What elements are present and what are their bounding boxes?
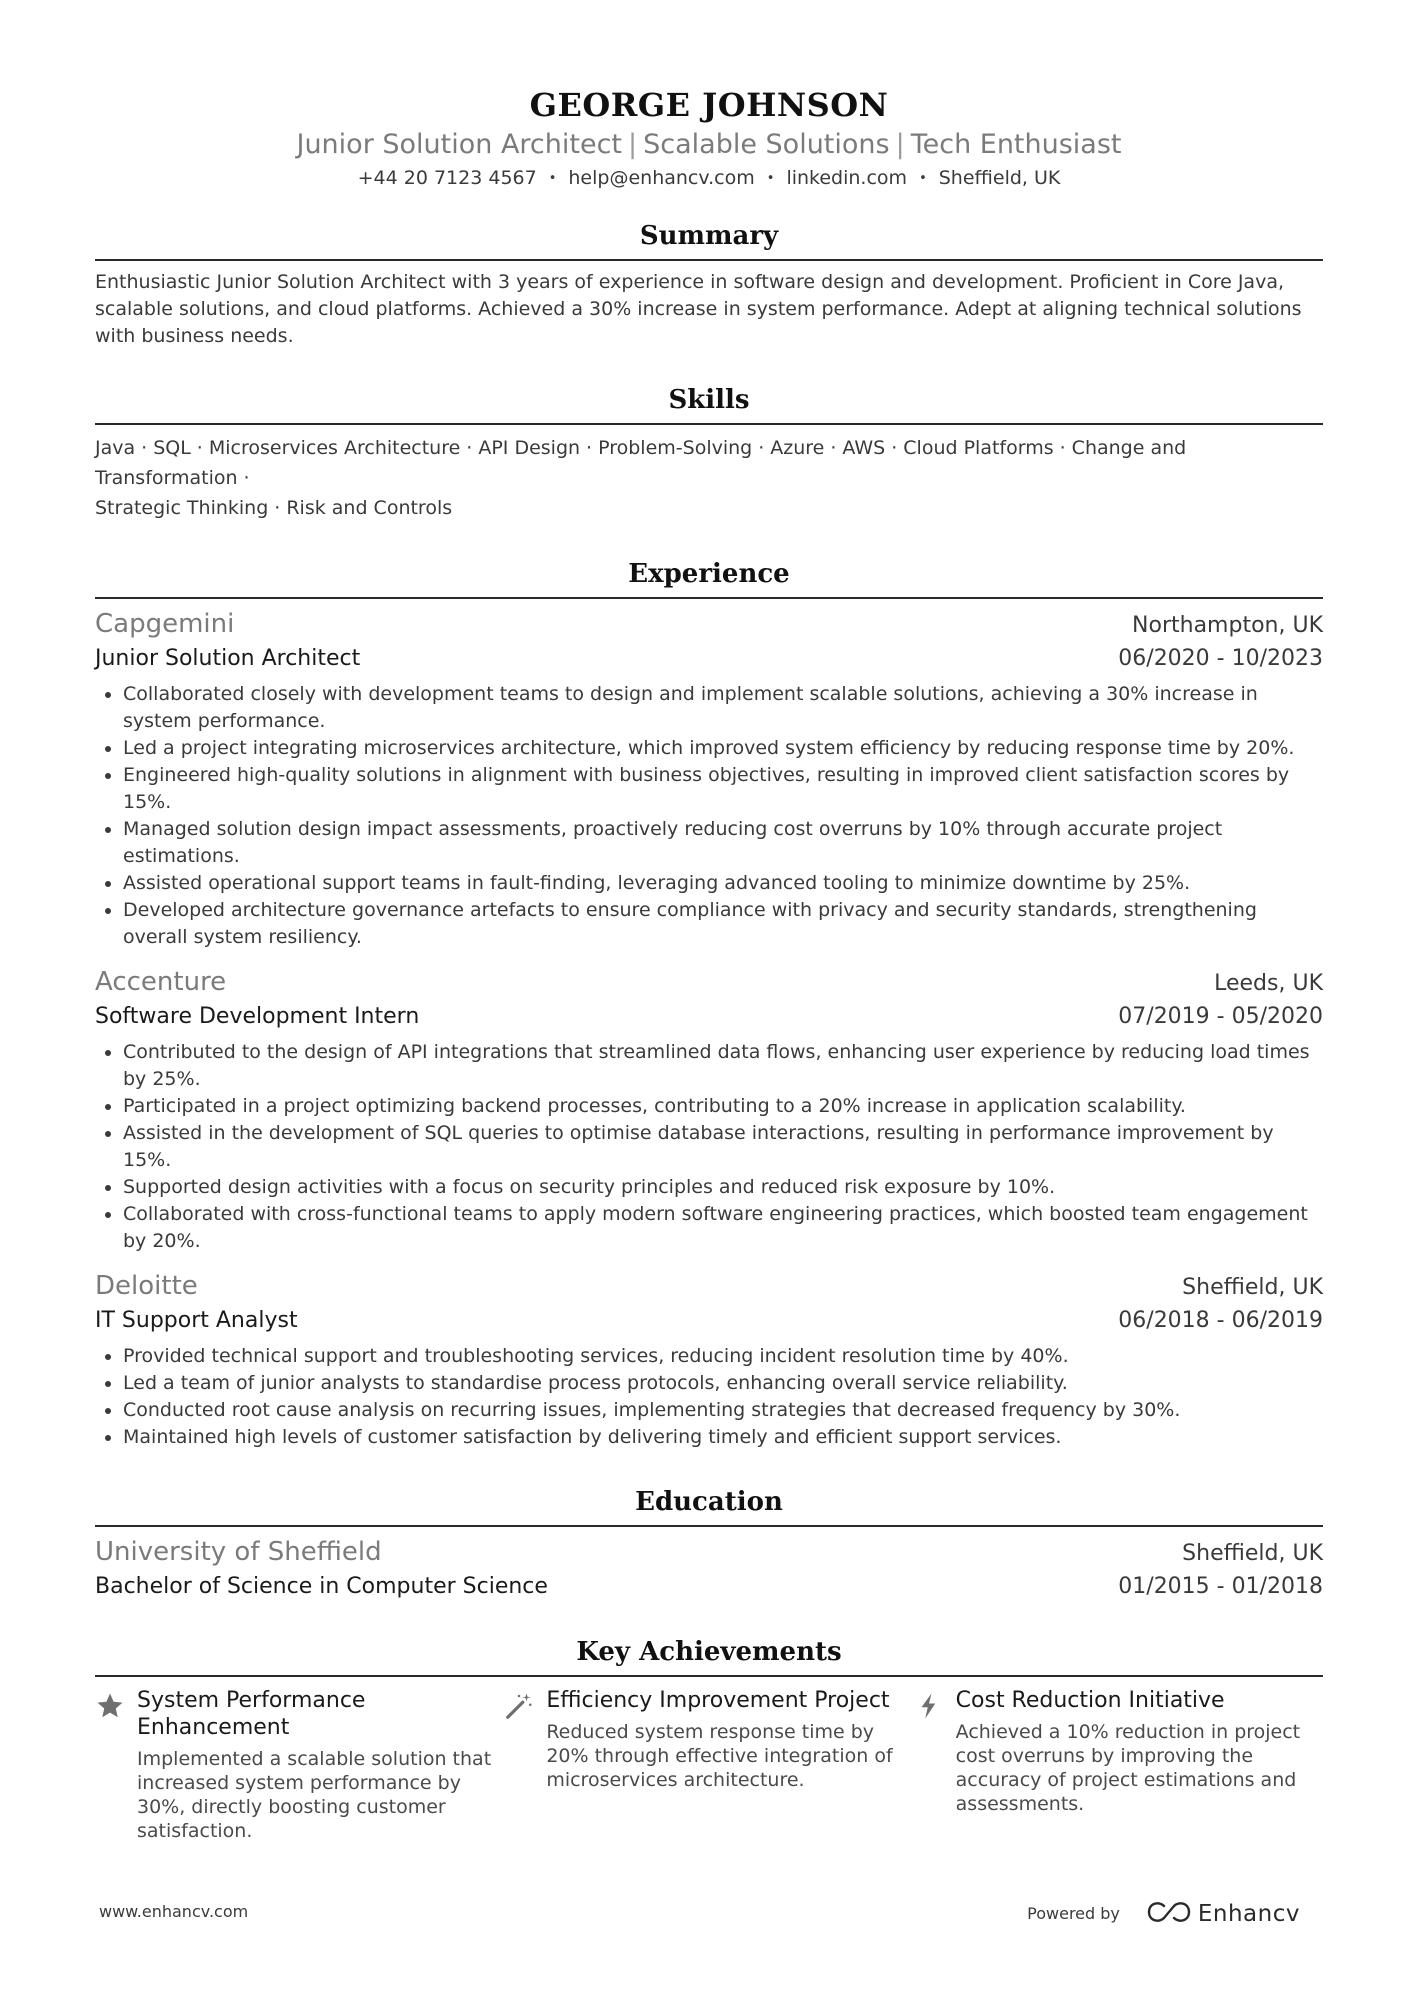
experience-entry bbox=[95, 965, 1323, 1255]
skill-item: API Design bbox=[478, 437, 581, 459]
section-divider bbox=[95, 597, 1323, 599]
bullet-item: • Maintained high levels of customer satisfaction by delivering timely and efficient support services. bbox=[123, 1424, 1323, 1451]
achievement-title: Cost Reduction Initiative bbox=[955, 1688, 1225, 1713]
powered-by bbox=[1027, 1900, 1300, 1928]
skill-separator: · bbox=[830, 437, 837, 459]
skill-separator: · bbox=[891, 437, 898, 459]
summary-section bbox=[95, 219, 1323, 350]
candidate-name: GEORGE JOHNSON bbox=[529, 86, 889, 124]
experience-entry bbox=[95, 607, 1323, 951]
location: Sheffield, UK bbox=[938, 167, 1061, 189]
achievement-body bbox=[137, 1687, 504, 1843]
entry-dates: 07/2019 - 05/2020 bbox=[1118, 1004, 1323, 1029]
skill-item: Change and Transformation bbox=[95, 437, 1187, 489]
section-title: Summary bbox=[639, 221, 779, 251]
skill-item: SQL bbox=[153, 437, 191, 459]
entry-header-row bbox=[95, 965, 1323, 1001]
education-dates: 01/2015 - 01/2018 bbox=[1118, 1574, 1323, 1599]
tagline-item: Tech Enthusiast bbox=[910, 129, 1122, 160]
skill-item: Azure bbox=[770, 437, 825, 459]
school-name: University of Sheffield bbox=[95, 1537, 382, 1567]
skill-item: Strategic Thinking bbox=[95, 497, 269, 519]
enhancv-logo-icon bbox=[1146, 1900, 1192, 1928]
section-divider bbox=[95, 423, 1323, 425]
bullet-item: • Participated in a project optimizing backend processes, contributing to a 20% increase in application scalability. bbox=[123, 1093, 1323, 1120]
entry-role-row bbox=[95, 1001, 1323, 1033]
achievement-item bbox=[914, 1687, 1323, 1843]
achievement-description: Reduced system response time by 20% through effective integration of microservices architecture. bbox=[546, 1721, 893, 1791]
entry-location: Leeds, UK bbox=[1214, 971, 1323, 996]
tagline bbox=[95, 126, 1323, 164]
achievements-section bbox=[95, 1635, 1323, 1843]
achievement-body bbox=[956, 1687, 1323, 1843]
tagline-separator: | bbox=[628, 129, 638, 160]
section-divider bbox=[95, 259, 1323, 261]
skill-separator: · bbox=[141, 437, 148, 459]
job-title: Software Development Intern bbox=[95, 1004, 420, 1029]
website-link[interactable]: www.enhancv.com bbox=[99, 1902, 249, 1921]
entry-header-row bbox=[95, 607, 1323, 643]
tagline-separator: | bbox=[895, 129, 905, 160]
skill-separator: · bbox=[466, 437, 473, 459]
education-location: Sheffield, UK bbox=[1182, 1541, 1323, 1566]
skill-item: AWS bbox=[842, 437, 886, 459]
education-section bbox=[95, 1485, 1323, 1603]
bullet-item: • Led a team of junior analysts to standardise process protocols, enhancing overall service reliability. bbox=[123, 1370, 1323, 1397]
entry-location: Sheffield, UK bbox=[1182, 1275, 1323, 1300]
bullet-item: • Collaborated closely with development teams to design and implement scalable solutions, achieving a 30% increase in system performance. bbox=[123, 681, 1323, 735]
contact-info bbox=[95, 165, 1323, 192]
bullet-item: • Contributed to the design of API integrations that streamlined data flows, enhancing user experience by reducing load times by 25%. bbox=[123, 1039, 1323, 1093]
section-title: Skills bbox=[668, 385, 750, 415]
entry-role-row bbox=[95, 1305, 1323, 1337]
education-header-row bbox=[95, 1535, 1323, 1571]
contact-separator: • bbox=[766, 171, 775, 186]
achievement-description: Achieved a 10% reduction in project cost overruns by improving the accuracy of project estimations and assessments. bbox=[955, 1721, 1301, 1815]
company-name: Deloitte bbox=[95, 1271, 198, 1301]
degree: Bachelor of Science in Computer Science bbox=[95, 1574, 548, 1599]
entry-header-row bbox=[95, 1269, 1323, 1305]
skill-separator: · bbox=[274, 497, 281, 519]
bullet-item: • Provided technical support and troubleshooting services, reducing incident resolution time by 40%. bbox=[123, 1343, 1323, 1370]
achievement-body bbox=[546, 1687, 913, 1843]
achievement-title: System Performance Enhancement bbox=[137, 1688, 366, 1740]
linkedin-link[interactable]: linkedin.com bbox=[786, 167, 908, 189]
skill-separator: · bbox=[1059, 437, 1066, 459]
bullet-list bbox=[95, 1039, 1323, 1255]
bullet-item: • Assisted in the development of SQL queries to optimise database interactions, resulting in performance improvement by 15%. bbox=[123, 1120, 1323, 1174]
bullet-item: • Conducted root cause analysis on recurring issues, implementing strategies that decreased frequency by 30%. bbox=[123, 1397, 1323, 1424]
bullet-item: • Collaborated with cross-functional teams to apply modern software engineering practices, which boosted team engagement by 20%. bbox=[123, 1201, 1323, 1255]
summary-text: Enthusiastic Junior Solution Architect with 3 years of experience in software design and development. Proficient in Core Java, scalable solutions, and cloud platforms. Achieved a 30% increase in system performance. Adept at aligning technical solutions with business needs. bbox=[95, 271, 1302, 347]
entry-role-row bbox=[95, 643, 1323, 675]
section-divider bbox=[95, 1525, 1323, 1527]
bullet-item: • Assisted operational support teams in fault-finding, leveraging advanced tooling to minimize downtime by 25%. bbox=[123, 870, 1323, 897]
skill-separator: · bbox=[586, 437, 593, 459]
skill-item: Problem-Solving bbox=[598, 437, 753, 459]
star-icon bbox=[95, 1687, 137, 1843]
achievements-grid bbox=[95, 1687, 1323, 1843]
bullet-item: • Supported design activities with a focus on security principles and reduced risk exposure by 10%. bbox=[123, 1174, 1323, 1201]
achievement-title: Efficiency Improvement Project bbox=[546, 1688, 890, 1713]
achievement-item bbox=[504, 1687, 913, 1843]
skills-section bbox=[95, 383, 1323, 523]
magic-wand-icon bbox=[504, 1687, 546, 1843]
bullet-item: • Led a project integrating microservices architecture, which improved system efficiency by reducing response time by 20%. bbox=[123, 735, 1323, 762]
section-title: Experience bbox=[628, 559, 790, 589]
section-divider bbox=[95, 1675, 1323, 1677]
brand-name[interactable]: Enhancv bbox=[1197, 1901, 1300, 1927]
achievement-item bbox=[95, 1687, 504, 1843]
bullet-item: • Engineered high-quality solutions in alignment with business objectives, resulting in improved client satisfaction scores by 15%. bbox=[123, 762, 1323, 816]
skill-item: Microservices Architecture bbox=[208, 437, 461, 459]
entry-dates: 06/2020 - 10/2023 bbox=[1118, 646, 1323, 671]
lightning-icon bbox=[914, 1687, 956, 1843]
email[interactable]: help@enhancv.com bbox=[568, 167, 755, 189]
job-title: Junior Solution Architect bbox=[95, 646, 361, 671]
section-title: Education bbox=[635, 1487, 783, 1517]
skill-item: Cloud Platforms bbox=[903, 437, 1054, 459]
experience-entry bbox=[95, 1269, 1323, 1451]
bullet-list bbox=[95, 1343, 1323, 1451]
entry-dates: 06/2018 - 06/2019 bbox=[1118, 1308, 1323, 1333]
bullet-item: • Developed architecture governance artefacts to ensure compliance with privacy and security standards, strengthening overall system resiliency. bbox=[123, 897, 1323, 951]
skill-item: Java bbox=[95, 437, 136, 459]
resume-header bbox=[95, 0, 1323, 192]
entry-location: Northampton, UK bbox=[1132, 613, 1323, 638]
resume-page bbox=[95, 0, 1323, 1843]
contact-separator: • bbox=[919, 171, 927, 186]
education-degree-row bbox=[95, 1571, 1323, 1603]
company-name: Accenture bbox=[95, 967, 227, 997]
experience-section bbox=[95, 557, 1323, 1451]
bullet-item: • Managed solution design impact assessments, proactively reducing cost overruns by 10% through accurate project estimations. bbox=[123, 816, 1323, 870]
powered-by-label: Powered by bbox=[1027, 1904, 1120, 1923]
section-title: Key Achievements bbox=[576, 1637, 842, 1667]
tagline-item: Junior Solution Architect bbox=[296, 129, 623, 160]
skill-separator: · bbox=[196, 437, 203, 459]
skill-separator: · bbox=[758, 437, 765, 459]
job-title: IT Support Analyst bbox=[95, 1308, 298, 1333]
contact-separator: • bbox=[548, 171, 557, 186]
company-name: Capgemini bbox=[95, 609, 235, 639]
tagline-item: Scalable Solutions bbox=[643, 129, 890, 160]
skill-item: Risk and Controls bbox=[286, 497, 453, 519]
phone[interactable]: +44 20 7123 4567 bbox=[357, 167, 537, 189]
bullet-list bbox=[95, 681, 1323, 951]
skill-separator: · bbox=[243, 467, 250, 489]
achievement-description: Implemented a scalable solution that increased system performance by 30%, directly boosting customer satisfaction. bbox=[137, 1748, 492, 1842]
skills-list bbox=[95, 433, 1323, 523]
